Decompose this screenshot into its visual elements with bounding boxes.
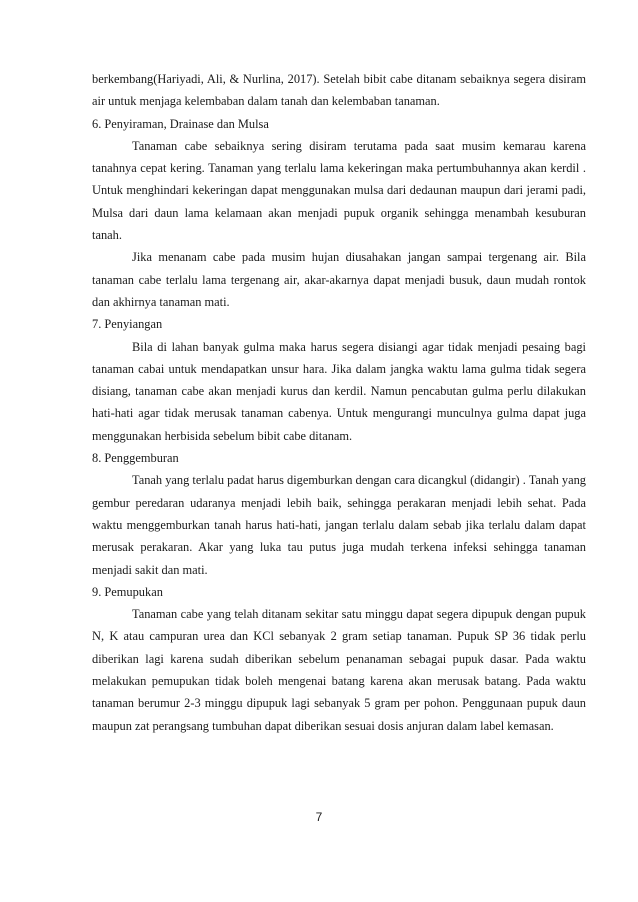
section-heading-penggemburan: 8. Penggemburan	[92, 451, 179, 466]
paragraph-continuation: berkembang(Hariyadi, Ali, & Nurlina, 2017). Setelah bibit cabe ditanam sebaiknya segera disiram air untuk menjaga kelembaban dalam tanah dan kelembaban tanaman.	[92, 72, 586, 109]
page-number: 7	[315, 810, 323, 824]
section-heading-penyiangan: 7. Penyiangan	[92, 317, 163, 332]
section-heading-penyiraman: 6. Penyiraman, Drainase dan Mulsa	[92, 116, 269, 131]
paragraph-pemupukan: Tanaman cabe yang telah ditanam sekitar satu minggu dapat segera dipupuk dengan pupuk N, K atau campuran urea dan KCl sebanyak 2 gram setiap tanaman. Pupuk SP 36 tidak perlu diberikan lagi karena sudah diberikan sebelum penanaman sebagai pupuk dasar. Pada waktu melakukan pemupukan tidak boleh mengenai batang karena akan merusak batang. Pada waktu tanaman berumur 2-3 minggu dipupuk lagi sebanyak 5 gram per pohon. Penggunaan pupuk daun maupun zat perangsang tumbuhan dapat diberikan sesuai dosis anjuran dalam label kemasan.	[92, 607, 586, 733]
section-heading-pemupukan: 9. Pemupukan	[92, 584, 163, 599]
paragraph-penyiraman: Tanaman cabe sebaiknya sering disiram terutama pada saat musim kemarau karena tanahnya cepat kering. Tanaman yang terlalu lama kekeringan maka pertumbuhannya akan kerdil . Untuk menghindari kekeringan dapat menggunakan mulsa dari dedaunan maupun dari jerami padi, Mulsa dari daun lama kelamaan akan menjadi pupuk organik sehingga menambah kesuburan tanah.	[92, 138, 586, 243]
document-page	[92, 68, 586, 737]
paragraph-drainase: Jika menanam cabe pada musim hujan diusahakan jangan sampai tergenang air. Bila tanaman cabe terlalu lama tergenang air, akar-akarnya dapat menjadi busuk, daun mudah rontok dan akhirnya tanaman mati.	[92, 250, 586, 309]
paragraph-penggemburan: Tanah yang terlalu padat harus digemburkan dengan cara dicangkul (didangir) . Tanah yang gembur peredaran udaranya menjadi lebih baik, sehingga perakaran menjadi lebih sehat. Pada waktu menggemburkan tanah harus hati-hati, jangan terlalu dalam sebab jika terlalu dalam dapat merusak perakaran. Akar yang luka tau putus juga mudah terkena infeksi sehingga tanaman menjadi sakit dan mati.	[92, 473, 586, 577]
paragraph-penyiangan: Bila di lahan banyak gulma maka harus segera disiangi agar tidak menjadi pesaing bagi tanaman cabai untuk mendapatkan unsur hara. Jika dalam jangka waktu lama gulma tidak segera disiang, tanaman cabe akan menjadi kurus dan kerdil. Namun pencabutan gulma perlu dilakukan hati-hati agar tidak merusak tanaman cabenya. Untuk mengurangi munculnya gulma dapat juga menggunakan herbisida sebelum bibit cabe ditanam.	[92, 339, 586, 443]
